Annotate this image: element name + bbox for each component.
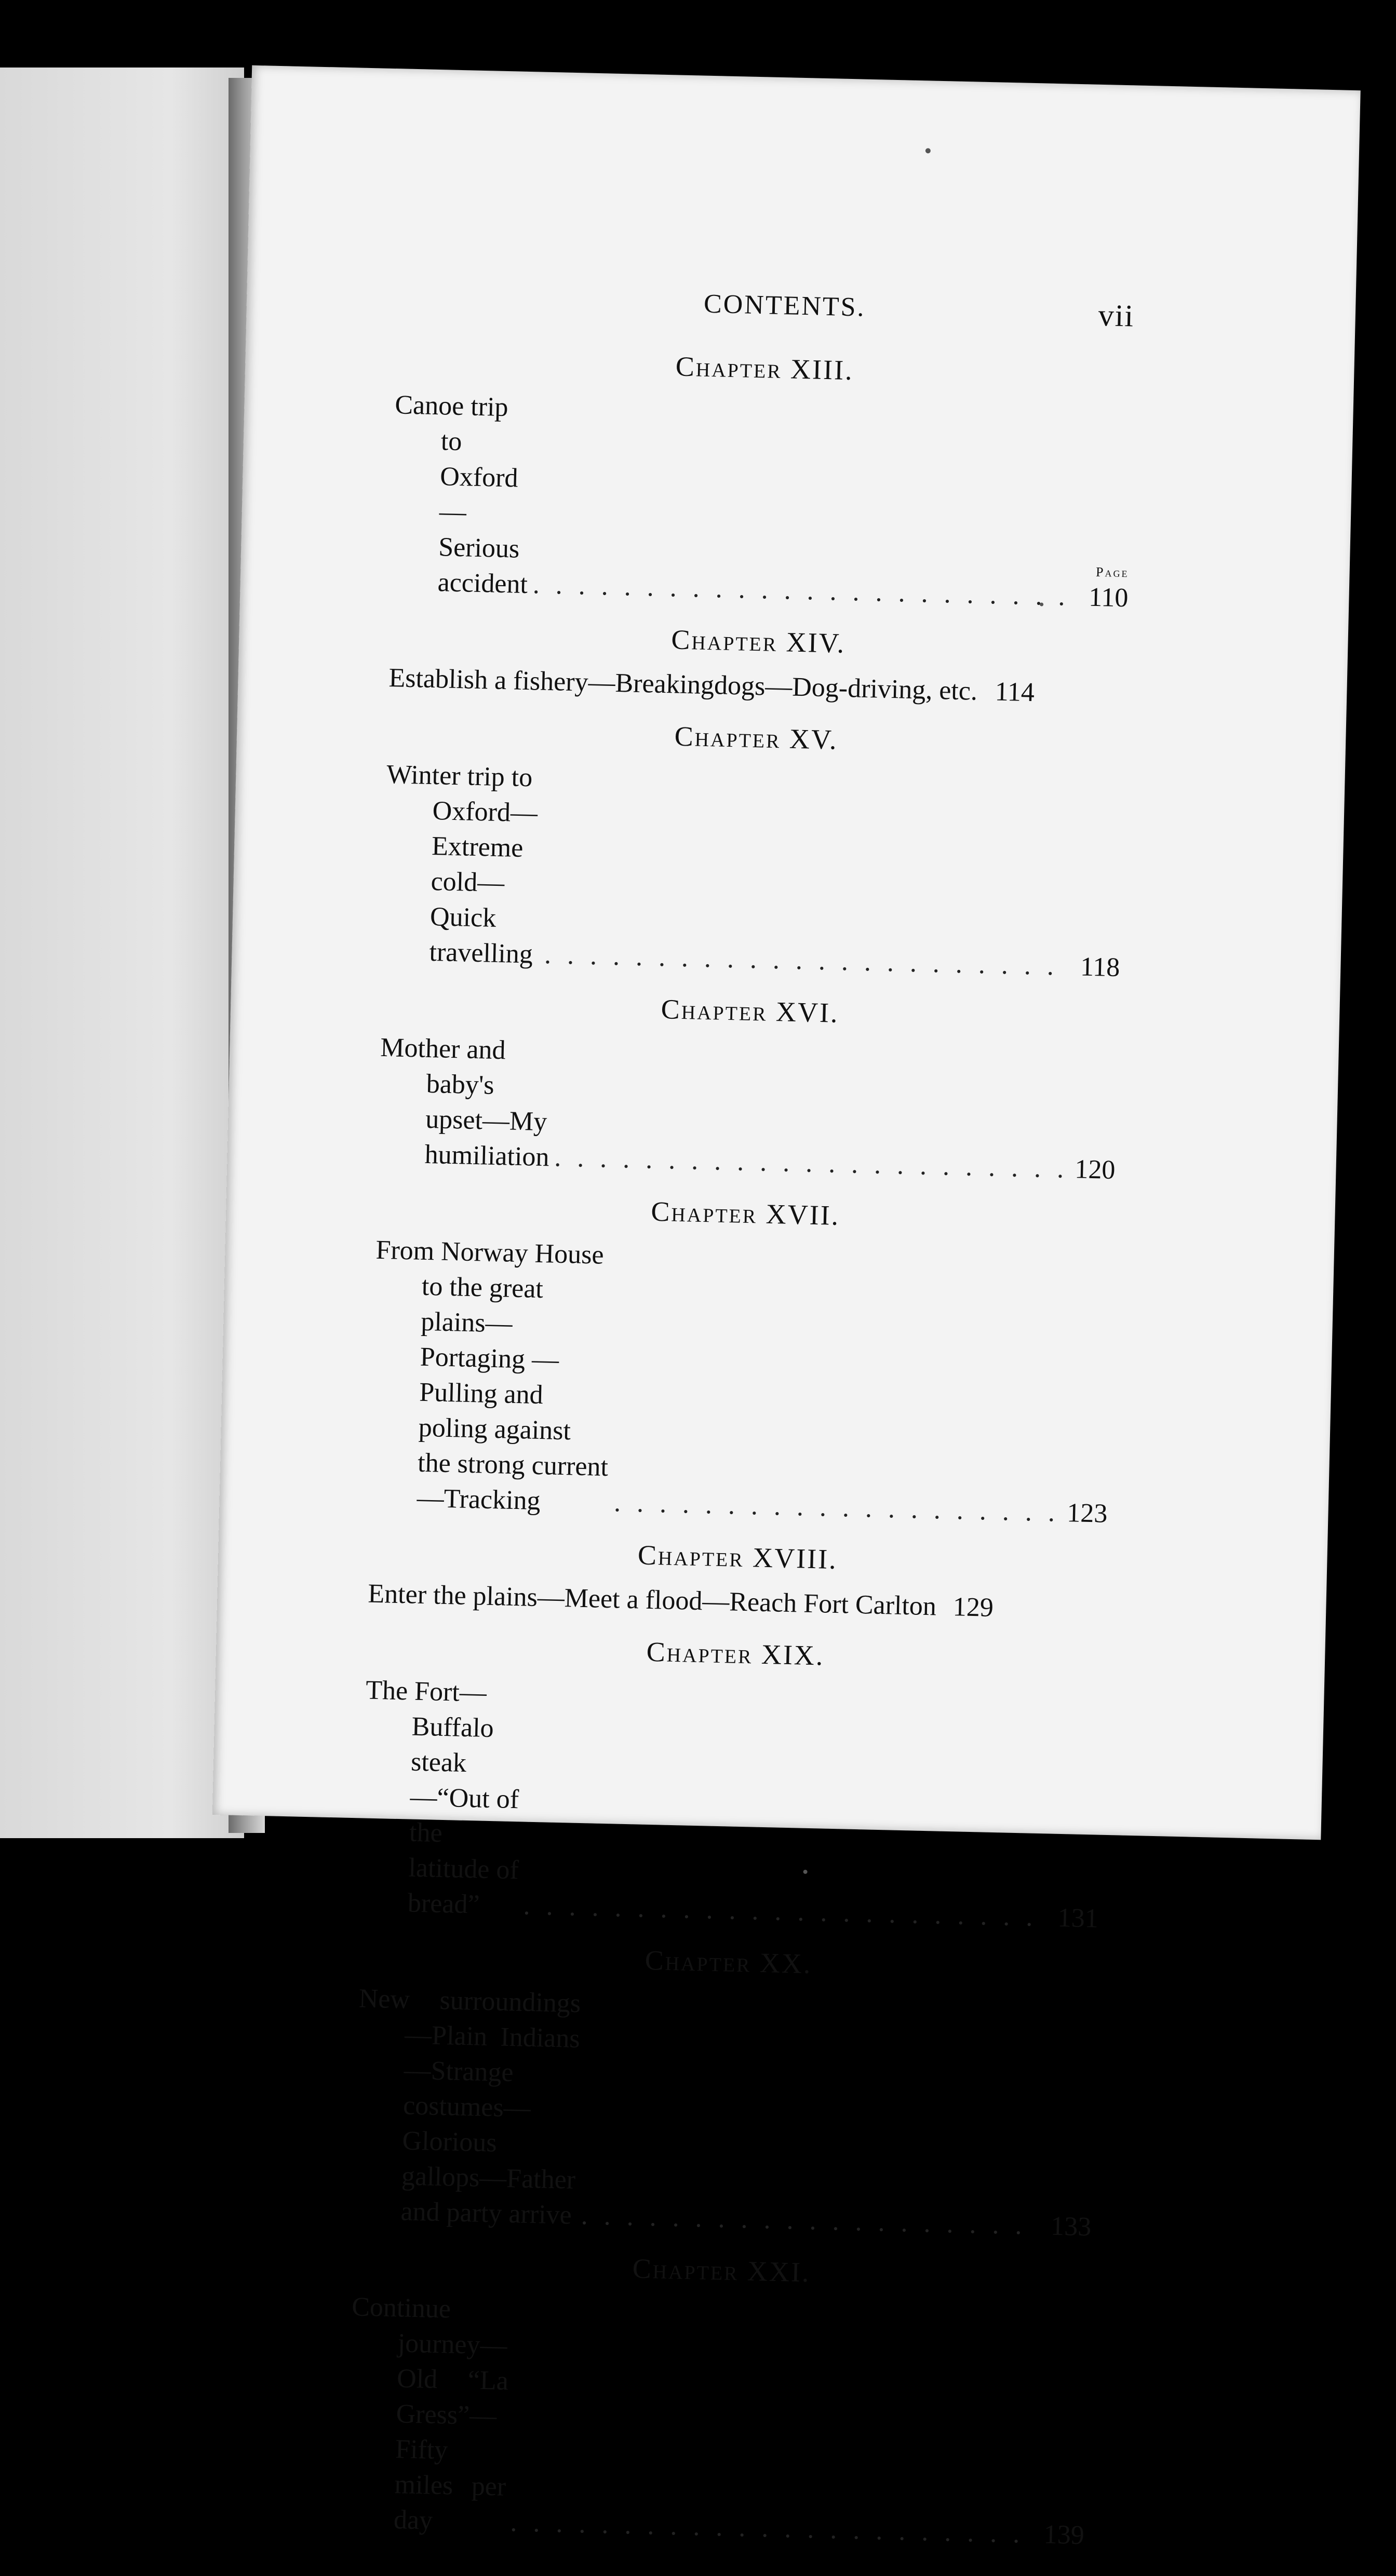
page-number: 133 <box>1050 2211 1092 2242</box>
chapter-heading: Chapter XV. <box>674 720 839 756</box>
entry-title: Enter the plains—Meet a flood—Reach Fort Carlton <box>367 1579 937 1622</box>
page-number: 131 <box>1057 1903 1099 1934</box>
entry-title: New surroundings—Plain Indians—Strange costumes—Glorious gallops—Father and party arrive <box>358 1984 581 2230</box>
toc-chapter <box>370 1189 1115 1532</box>
page-number: 110 <box>1088 582 1129 613</box>
chapter-heading: Chapter XVIII. <box>637 1539 838 1575</box>
page-number: 114 <box>995 677 1035 708</box>
dot-leader <box>581 2198 1040 2244</box>
dot-leader <box>613 1485 1056 1530</box>
entry-title: Continue journey—Old “La Gress”—Fifty miles per day <box>351 2292 509 2535</box>
toc-entry <box>354 1981 1096 2245</box>
chapter-heading: Chapter XIII. <box>675 350 854 386</box>
page-number: 129 <box>952 1592 994 1623</box>
dot-leader <box>510 2505 1033 2552</box>
dot-leader <box>554 1140 1064 1187</box>
chapter-heading: Chapter XVI. <box>661 993 840 1029</box>
toc-entry <box>388 660 1126 712</box>
toc-entry <box>382 757 1124 986</box>
toc-chapter <box>368 1533 1107 1628</box>
table-of-contents <box>346 344 1134 2571</box>
page-number: 139 <box>1043 2519 1085 2551</box>
page-number: 123 <box>1066 1498 1108 1529</box>
toc-entry <box>360 1673 1103 1937</box>
chapter-heading: Chapter XIV. <box>670 624 846 659</box>
entry-title: The Fort—Buffalo steak—“Out of the latitude of bread” <box>365 1675 519 1920</box>
chapter-heading: Chapter XXI. <box>632 2253 811 2288</box>
toc-entry <box>370 1233 1113 1532</box>
toc-chapter <box>388 617 1127 712</box>
dot-leader <box>523 1889 1046 1936</box>
paper-speck <box>925 148 931 153</box>
toc-chapter <box>378 987 1119 1188</box>
toc-chapter <box>391 344 1134 616</box>
page-column <box>1081 564 1129 616</box>
facing-page-edge <box>0 68 244 1838</box>
book-page <box>212 65 1361 2551</box>
dot-leader <box>544 937 1068 984</box>
page-number: 118 <box>1080 952 1120 983</box>
toc-entry <box>378 1030 1118 1188</box>
entry-title: Canoe trip to Oxford—Serious accident <box>394 390 528 600</box>
toc-chapter <box>354 1937 1097 2245</box>
toc-entry <box>368 1576 1106 1628</box>
toc-chapter <box>346 2246 1090 2553</box>
chapter-heading: Chapter XVII. <box>650 1195 840 1232</box>
dot-leader <box>532 567 1077 615</box>
entry-title: From Norway House to the great plains—Portaging —Pulling and poling against the strong current —Tracking <box>375 1235 609 1516</box>
toc-entry <box>391 387 1133 616</box>
toc-chapter <box>360 1629 1104 1937</box>
page-folio: vii <box>1098 298 1135 333</box>
entry-title: Establish a fishery—Breakingdogs—Dog-driving, etc. <box>388 663 978 706</box>
toc-chapter <box>382 713 1125 986</box>
entry-title: Mother and baby's upset—My humiliation <box>380 1032 550 1172</box>
chapter-heading: Chapter XX. <box>645 1944 813 1980</box>
toc-entry <box>346 2289 1089 2553</box>
chapter-heading: Chapter XIX. <box>646 1636 825 1671</box>
page-number: 120 <box>1074 1154 1116 1185</box>
running-head <box>247 278 1355 333</box>
entry-title: Winter trip to Oxford—Extreme cold—Quick travelling <box>386 760 538 969</box>
page-column-label: Page <box>1095 564 1129 581</box>
running-title: CONTENTS. <box>703 289 866 322</box>
